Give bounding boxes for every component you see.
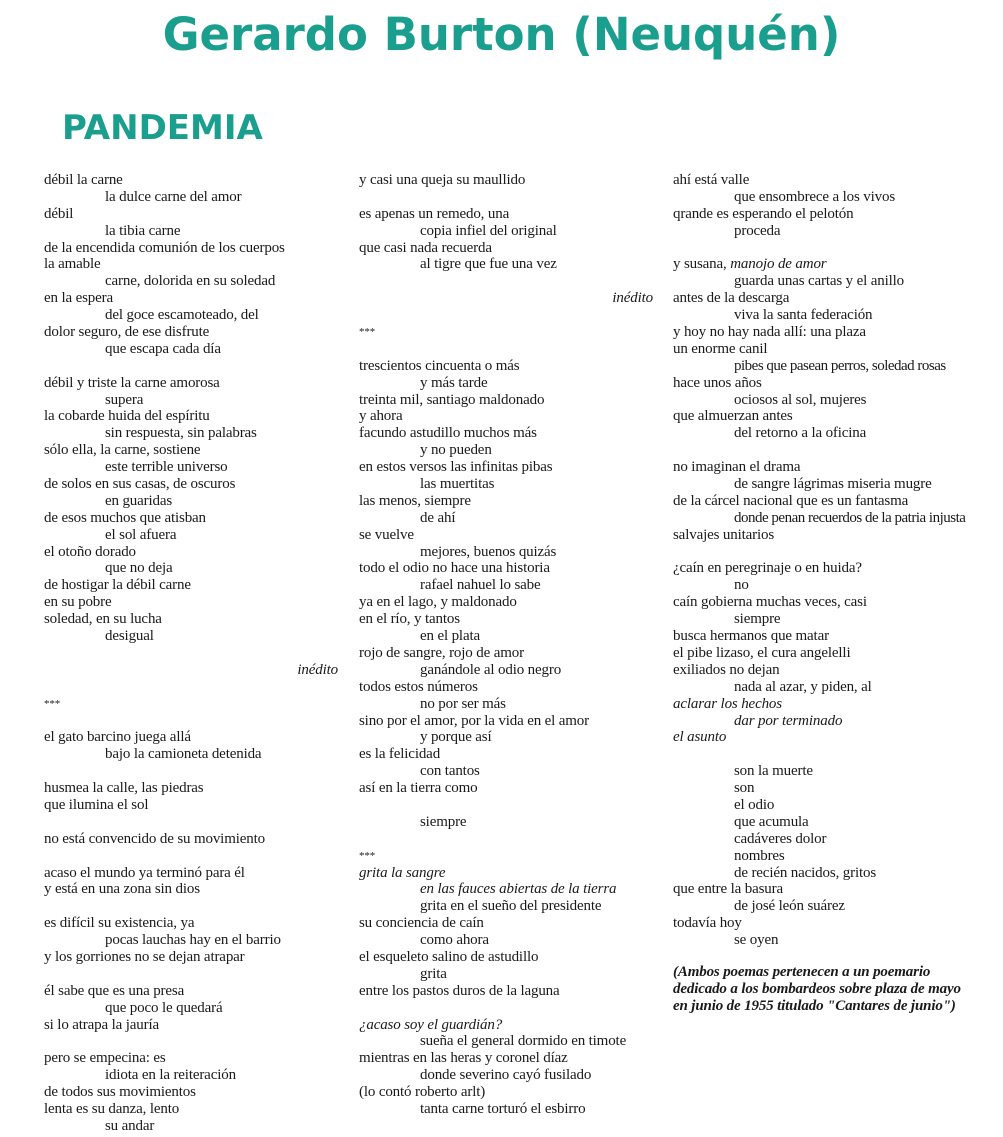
poem-line: débil la carne (44, 172, 123, 188)
poem-line: viva la santa federación (734, 307, 873, 324)
poem-line: dolor seguro, de ese disfrute (44, 324, 210, 341)
poem-line: no imaginan el drama (673, 459, 801, 476)
poem-line: copia infiel del original (420, 222, 557, 239)
poem-line: y casi una queja su maullido (359, 172, 526, 188)
poem-line (673, 544, 963, 561)
poem-line: las muertitas (420, 476, 495, 493)
poem-line: así en la tierra como (359, 780, 478, 797)
poem-line: las menos, siempre (359, 492, 471, 509)
poem-line: en estos versos las infinitas pibas (359, 459, 553, 476)
poem-line (359, 307, 655, 324)
poem-line-emphasis: manojo de amor (730, 256, 827, 273)
poem-line (44, 848, 340, 865)
poem-line: siempre (734, 611, 781, 628)
poem-line: en guaridas (105, 492, 173, 509)
poem-line: ganándole al odio negro (420, 661, 562, 678)
poem-line: es difícil su existencia, ya (44, 915, 195, 932)
poem-line: siempre (420, 813, 467, 830)
poem-line (44, 966, 340, 983)
poem-line: nada al azar, y piden, al (734, 678, 872, 695)
poem-line: él sabe que es una presa (44, 982, 185, 999)
poem-line (44, 898, 340, 915)
poem-line: idiota en la reiteración (105, 1067, 236, 1084)
poem-line: exiliados no dejan (673, 661, 780, 678)
poem-line: (lo contó roberto arlt) (359, 1084, 486, 1101)
poem-line: lenta es su danza, lento (44, 1100, 180, 1117)
poem-line: caín gobierna muchas veces, casi (673, 594, 867, 611)
poem-line: no por ser más (420, 695, 506, 712)
poem-line: que no deja (105, 560, 173, 577)
poem-line: antes de la descarga (673, 290, 790, 307)
poem-line: que ilumina el sol (44, 796, 149, 813)
poem-line (673, 240, 963, 257)
poem-line: donde severino cayó fusilado (420, 1067, 592, 1084)
poem-line: la cobarde huida del espíritu (44, 408, 210, 425)
poem-column-2 (359, 172, 655, 1118)
poem-line: en la espera (44, 290, 113, 307)
poem-line: sueña el general dormido en timote (420, 1033, 627, 1050)
poem-line: supera (105, 391, 144, 408)
poem-line: que acumula (734, 813, 809, 830)
poem-line: rojo de sangre, rojo de amor (359, 644, 524, 661)
poem-line: de recién nacidos, gritos (734, 864, 877, 881)
poem-line: dar por terminado (734, 712, 843, 729)
poem-line: pero se empecina: es (44, 1050, 166, 1067)
poem-line (359, 341, 655, 358)
poem-line: débil y triste la carne amorosa (44, 374, 220, 391)
poem-line: todos estos números (359, 678, 478, 695)
poem-line: en su pobre (44, 594, 112, 611)
poem-line: este terrible universo (105, 459, 228, 476)
poem-line: su conciencia de caín (359, 915, 484, 932)
poem-line: desigual (105, 628, 154, 645)
poem-line (44, 814, 340, 831)
poem-line: y ahora (359, 408, 403, 425)
poem-line: carne, dolorida en su soledad (105, 273, 276, 290)
poem-line: de la encendida comunión de los cuerpos (44, 239, 285, 256)
poem-line: al tigre que fue una vez (420, 256, 557, 273)
poem-column-3 (673, 172, 966, 966)
footnote: (Ambos poemas pertenecen a un poemario dedicado a los bombardeos sobre plaza de mayo en junio de 1955 titulado "Cantares de junio") (673, 964, 961, 1014)
poem-line: bajo la camioneta detenida (105, 746, 262, 763)
poem-line: sino por el amor, por la vida en el amor (359, 712, 589, 729)
poem-line: con tantos (420, 763, 480, 780)
poem-line: pibes que pasean perros, soledad rosas (734, 357, 946, 374)
poem-line: rafael nahuel lo sabe (420, 577, 541, 594)
poem-line: salvajes unitarios (673, 526, 775, 543)
poem-line: nombres (734, 847, 785, 864)
poem-line: el esqueleto salino de astudillo (359, 948, 539, 965)
poem-line: son (734, 780, 755, 797)
poem-line: el asunto (673, 729, 727, 746)
poem-line: grita la sangre (359, 864, 446, 881)
poem-line: aclarar los hechos (673, 695, 782, 712)
poem-line: la dulce carne del amor (105, 188, 242, 205)
poem-line: en las fauces abiertas de la tierra (420, 881, 617, 898)
poem-line: de hostigar la débil carne (44, 577, 191, 594)
poem-line: que casi nada recuerda (359, 239, 492, 256)
section-separator: *** (44, 697, 61, 710)
poem-line: todo el odio no hace una historia (359, 560, 550, 577)
poem-line: sin respuesta, sin palabras (105, 425, 257, 442)
poem-line (673, 442, 963, 459)
poem-line: la amable (44, 256, 101, 273)
poem-line: como ahora (420, 932, 489, 949)
poem-line: es la felicidad (359, 746, 441, 763)
poem-line: ¿caín en peregrinaje o en huida? (673, 560, 862, 577)
poem-line (44, 1033, 340, 1050)
poem-column-1 (44, 172, 340, 1135)
poem-line: busca hermanos que matar (673, 628, 829, 645)
poem-line: facundo astudillo muchos más (359, 425, 537, 442)
poem-line: proceda (734, 222, 781, 239)
poem-line: ¿acaso soy el guardián? (359, 1016, 503, 1033)
poem-line: grita (420, 965, 447, 982)
poem-line: y hoy no hay nada allí: una plaza (673, 324, 866, 341)
poem-line: en el río, y tantos (359, 611, 460, 628)
unpublished-note: inédito (612, 290, 653, 307)
poem-line: ociosos al sol, mujeres (734, 391, 867, 408)
poem-line (673, 746, 963, 763)
poem-line (359, 189, 655, 206)
poem-line: se vuelve (359, 526, 414, 543)
poem-line: guarda unas cartas y el anillo (734, 273, 905, 290)
poem-line: entre los pastos duros de la laguna (359, 982, 560, 999)
poem-line: y no pueden (420, 442, 492, 459)
poem-line: un enorme canil (673, 340, 768, 357)
poem-line: que poco le quedará (105, 999, 223, 1016)
poem-line: que entre la basura (673, 881, 784, 898)
poem-line: cadáveres dolor (734, 830, 827, 847)
poem-line (359, 797, 655, 814)
poem-line: el odio (734, 796, 775, 813)
poem-line: el otoño dorado (44, 543, 136, 560)
unpublished-note: inédito (297, 661, 338, 678)
poem-line: husmea la calle, las piedras (44, 780, 204, 797)
poem-line (44, 679, 340, 696)
section-separator: *** (359, 326, 376, 339)
poem-line: de ahí (420, 509, 456, 526)
poem-line: es apenas un remedo, una (359, 205, 510, 222)
poem-line: y susana, manojo de amor (673, 256, 827, 273)
poem-line: el sol afuera (105, 526, 177, 543)
poem-line: que escapa cada día (105, 340, 221, 357)
poem-line (44, 713, 340, 730)
poem-line: el pibe lizaso, el cura angelelli (673, 644, 851, 661)
poem-line: de josé león suárez (734, 898, 845, 915)
poem-line: grita en el sueño del presidente (420, 898, 602, 915)
poem-line: donde penan recuerdos de la patria injusta (734, 509, 966, 526)
poem-line: treinta mil, santiago maldonado (359, 391, 545, 408)
poem-line: que almuerzan antes (673, 408, 793, 425)
poem-line (359, 1000, 655, 1017)
poem-line: y más tarde (420, 374, 488, 391)
poem-line: mejores, buenos quizás (420, 543, 557, 560)
poem-line: acaso el mundo ya terminó para él (44, 864, 245, 881)
poem-line: su andar (105, 1117, 155, 1134)
poem-line (44, 763, 340, 780)
poem-line: de esos muchos que atisban (44, 509, 206, 526)
poem-line: del retorno a la oficina (734, 425, 867, 442)
page-title: Gerardo Burton (Neuquén) (162, 8, 841, 61)
poem-line: mientras en las heras y coronel díaz (359, 1050, 568, 1067)
poem-line (359, 831, 655, 848)
poem-line: débil (44, 205, 74, 222)
poem-line: del goce escamoteado, del (105, 307, 259, 324)
poem-line (44, 645, 340, 662)
poem-line: en el plata (420, 628, 480, 645)
poem-line: de la cárcel nacional que es un fantasma (673, 492, 909, 509)
poem-line: de sangre lágrimas miseria mugre (734, 476, 932, 493)
poem-line: qrande es esperando el pelotón (673, 205, 854, 222)
poem-line: de todos sus movimientos (44, 1084, 196, 1101)
poem-line: ya en el lago, y maldonado (359, 594, 517, 611)
poem-line: tanta carne torturó el esbirro (420, 1100, 586, 1117)
poem-line: son la muerte (734, 763, 813, 780)
poem-line: si lo atrapa la jauría (44, 1016, 159, 1033)
poem-line: trescientos cincuenta o más (359, 357, 520, 374)
poem-line: pocas lauchas hay en el barrio (105, 932, 281, 949)
poem-line: que ensombrece a los vivos (734, 188, 896, 205)
poem-line: no (734, 577, 749, 594)
poem-line: soledad, en su lucha (44, 611, 162, 628)
poem-line: de solos en sus casas, de oscuros (44, 476, 236, 493)
section-separator: *** (359, 849, 376, 862)
poem-line: hace unos años (673, 374, 762, 391)
poem-line: se oyen (734, 932, 779, 949)
poem-line: el gato barcino juega allá (44, 729, 191, 746)
poem-line: ahí está valle (673, 172, 750, 188)
poem-line: todavía hoy (673, 915, 742, 932)
poem-line: no está convencido de su movimiento (44, 830, 265, 847)
poem-line: y porque así (420, 729, 492, 746)
poem-line: sólo ella, la carne, sostiene (44, 442, 201, 459)
poem-line: la tibia carne (105, 222, 181, 239)
poem-line (359, 273, 655, 290)
poem-line (44, 358, 340, 375)
poem-line: y está en una zona sin dios (44, 881, 200, 898)
poem-line: y los gorriones no se dejan atrapar (44, 948, 245, 965)
poem-heading: PANDEMIA (62, 108, 263, 148)
